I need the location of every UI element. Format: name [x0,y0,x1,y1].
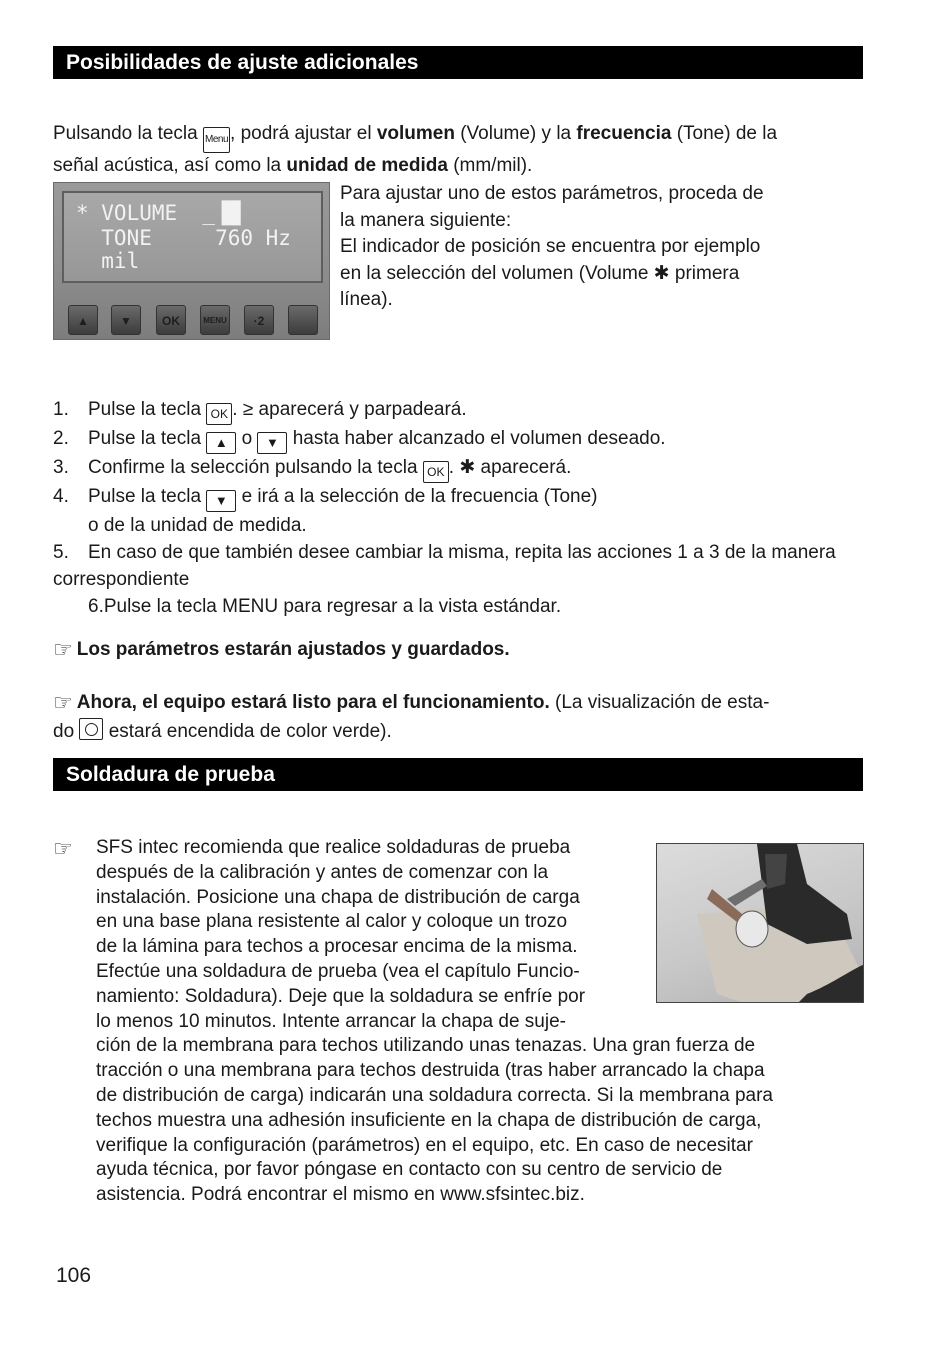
step-4 [53,483,923,512]
paragraph-line: asistencia. Podrá encontrar el mismo en www.sfsintec.biz. [96,1184,585,1206]
lcd-screen [62,191,323,283]
step-text: En caso de que también desee cambiar la misma, repita las acciones 1 a 3 de la manera [88,542,836,563]
step-text: hasta haber alcanzado el volumen deseado. [287,428,666,449]
lcd-menu-label: MENU [203,316,227,325]
ok-key-icon: OK [423,461,449,483]
step-number: 3. [53,457,69,478]
description-line: Para ajustar uno de estos parámetros, proceda de [340,183,764,204]
lcd-ok-button [156,305,186,335]
step-number: 2. [53,428,69,449]
paragraph-line: techos muestra una adhesión insuficiente en la chapa de distribución de carga, [96,1109,762,1131]
lcd-blank-button [288,305,318,335]
step-text: Confirme la selección pulsando la tecla [88,457,423,478]
intro-text: señal acústica, así como la [53,155,287,176]
intro-bold-frequency: frecuencia [576,123,672,144]
paragraph-line: Efectúe una soldadura de prueba (vea el capítulo Funcio- [96,960,580,982]
paragraph-line: ayuda técnica, por favor póngase en contacto con su centro de servicio de [96,1159,723,1181]
note-text: (La visualización de esta- [549,692,770,713]
step-1 [53,396,923,425]
pointing-hand-icon: ☞ [53,638,73,663]
pliers [727,879,767,906]
intro-text: (Tone) de la [671,123,778,144]
step-text: . ✱ aparecerá. [448,457,572,478]
pointing-hand-icon: ☞ [53,837,73,862]
step-4-continued: o de la unidad de medida. [88,515,307,536]
lcd-two-button [244,305,274,335]
section-heading-settings [53,46,863,79]
up-arrow-icon: ▲ [77,314,89,328]
pant-leg [765,854,787,889]
intro-text: (Volume) y la [454,123,577,144]
section-title: Soldadura de prueba [66,763,275,786]
note-ready-line-2 [53,718,873,744]
display-photo [53,182,330,340]
step-text: e irá a la selección de la frecuencia (Tone) [236,486,598,507]
step-number: 4. [53,486,69,507]
paragraph-line: namiento: Soldadura). Deje que la soldadura se enfríe por [96,985,586,1007]
intro-text: (mm/mil). [447,155,533,176]
paragraph-line: después de la calibración y antes de comenzar con la [96,861,549,883]
description-line: la manera siguiente: [340,209,512,231]
paragraph-line: verifique la configuración (parámetros) en el equipo, etc. En caso de necesitar [96,1134,753,1156]
step-2 [53,425,923,454]
weld-photo-illustration [657,844,864,1003]
intro-bold-unit: unidad de medida [286,155,448,176]
note-text: estará encendida de color verde). [103,721,392,742]
step-text: o [236,428,258,449]
description-line: en la selección del volumen (Volume ✱ primera [340,262,740,284]
ok-key-icon: OK [206,403,232,425]
paragraph-line: SFS intec recomienda que realice soldaduras de prueba [96,837,571,858]
pointing-hand-icon: ☞ [53,691,73,716]
paragraph-line: en una base plana resistente al calor y coloque un trozo [96,911,568,933]
lcd-line-tone: TONE 760 Hz [76,226,291,250]
intro-bold-volume: volumen [376,123,455,144]
note-saved [53,637,873,663]
down-key-icon: ▼ [257,432,287,454]
down-key-icon: ▼ [206,490,236,512]
menu-key-icon: Menu [203,127,230,153]
page-number: 106 [56,1264,92,1287]
step-number: 5. [53,542,69,563]
display-description [340,181,860,314]
step-number: 1. [53,399,69,420]
paragraph-line: instalación. Posicione una chapa de distribución de carga [96,886,580,908]
step-text: Pulse la tecla [88,428,207,449]
step-6: 6.Pulse la tecla MENU para regresar a la vista estándar. [88,596,562,617]
description-line: línea). [340,289,393,310]
lcd-line-volume: * VOLUME _▐█ [76,201,241,225]
note-ready-line-1 [53,690,873,716]
section-heading-test-weld [53,758,863,791]
intro-paragraph [53,121,863,178]
lcd-line-unit: mil [76,249,140,273]
circle-status-icon [79,718,103,740]
step-text: . ≥ aparecerá y parpadeará. [232,399,467,420]
lcd-up-button [68,305,98,335]
note-text: do [53,721,80,742]
intro-text: , podrá ajustar el [230,123,377,144]
step-text: Pulse la tecla [88,399,207,420]
lcd-ok-label: OK [162,314,180,328]
step-3 [53,454,923,483]
note-bold: Ahora, el equipo estará listo para el funcionamiento. [76,692,550,713]
step-text: Pulse la tecla [88,486,207,507]
lcd-two-label: ·2 [253,314,265,328]
paragraph-line: de distribución de carga) indicarán una soldadura correcta. Si la membrana para [96,1084,773,1106]
paragraph-line: de la lámina para techos a procesar encima de la misma. [96,936,578,958]
description-line: El indicador de posición se encuentra por ejemplo [340,236,761,257]
intro-line-2 [53,153,863,178]
lcd-down-button [111,305,141,335]
intro-text: Pulsando la tecla [53,123,203,144]
lcd-menu-button [200,305,230,335]
up-key-icon: ▲ [206,432,236,454]
test-weld-photo [656,843,864,1003]
intro-line-1 [53,121,863,153]
step-5-continued: correspondiente [53,569,190,590]
down-arrow-icon: ▼ [120,314,132,328]
note-text: Los parámetros estarán ajustados y guardados. [76,639,510,660]
note-ready [53,690,873,744]
paragraph-line: tracción o una membrana para techos destruida (tras haber arrancado la chapa [96,1060,765,1082]
step-5 [53,539,923,566]
weld-wheel [736,911,768,947]
section-title: Posibilidades de ajuste adicionales [66,51,419,74]
paragraph-line: lo menos 10 minutos. Intente arrancar la chapa de suje- [96,1010,566,1032]
steps-list [53,396,923,620]
paragraph-line: ción de la membrana para techos utilizando unas tenazas. Una gran fuerza de [96,1035,756,1057]
